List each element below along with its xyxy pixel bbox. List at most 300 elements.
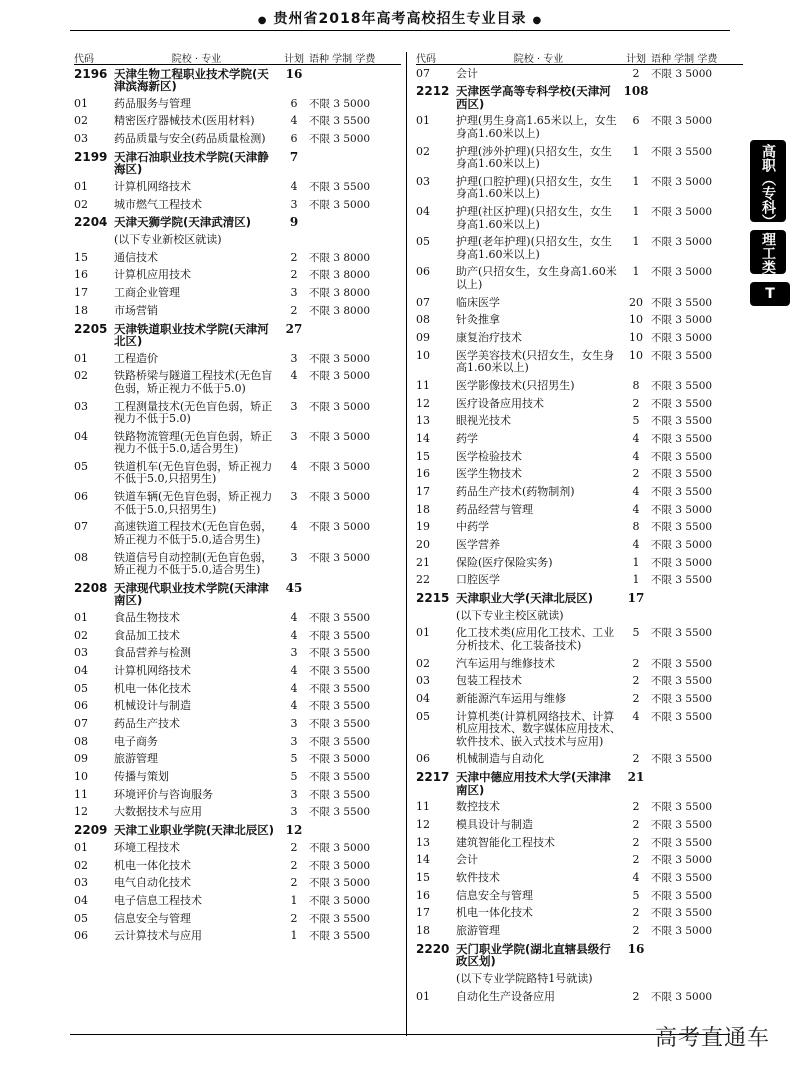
cell-plan: 8: [632, 378, 640, 392]
cell-plan: 45: [285, 580, 303, 595]
cell-plan: 2: [632, 752, 640, 766]
side-tab-category: 理工类: [750, 230, 786, 274]
cell-plan: 2: [290, 876, 298, 890]
cell-name: 电子信息工程技术: [114, 893, 202, 907]
cell-plan: 5: [632, 626, 640, 640]
school-row: [416, 940, 743, 970]
cell-name: 计算机类(计算机网络技术、计算机应用技术、数字媒体应用技术、软件技术、嵌入式技术与应用): [456, 709, 621, 748]
cell-name: 数控技术: [456, 800, 500, 814]
right-column: [416, 50, 743, 1006]
cell-code: 19: [416, 520, 430, 534]
major-row: [74, 839, 401, 857]
major-row: [416, 834, 743, 852]
cell-meta: [309, 216, 401, 229]
school-row: [74, 214, 401, 232]
cell-meta: 不限 3 5500: [651, 710, 713, 723]
cell-plan: 2: [290, 250, 298, 264]
cell-name: 化工技术类(应用化工技术、工业分析技术、化工装备技术): [456, 626, 615, 652]
cell-meta: 不限 3 5000: [651, 236, 713, 249]
cell-name: 城市燃气工程技术: [114, 197, 202, 211]
major-row: [416, 395, 743, 413]
cell-plan: 8: [632, 520, 640, 534]
school-row: [416, 83, 743, 113]
cell-name: 工程测量技术(无色盲色弱，矫正视力不低于5.0): [114, 399, 273, 426]
cell-meta: 不限 3 8000: [309, 287, 371, 300]
major-row: [74, 733, 401, 751]
cell-meta: 不限 3 5000: [309, 894, 371, 907]
cell-name: 新能源汽车运用与维修: [456, 692, 566, 706]
cell-code: 2217: [416, 770, 450, 785]
cell-name: 食品生物技术: [114, 610, 180, 624]
major-row: [74, 928, 401, 946]
major-row: [416, 377, 743, 395]
cell-name: 工程造价: [114, 351, 158, 365]
cell-plan: 3: [290, 399, 298, 413]
cell-meta: 不限 3 5500: [309, 718, 371, 731]
cell-code: [74, 234, 114, 247]
cell-meta: [309, 68, 401, 93]
major-row: [74, 609, 401, 627]
cell-plan: 4: [290, 459, 298, 473]
cell-meta: 不限 3 8000: [309, 304, 371, 317]
cell-code: 07: [74, 520, 88, 534]
header-meta: 语种 学制 学费: [309, 53, 376, 65]
major-row: [74, 627, 401, 645]
cell-name: 护理(涉外护理)(只招女生，女生身高1.60米以上): [456, 144, 612, 171]
cell-plan: 1: [632, 144, 640, 158]
cell-plan: [621, 973, 651, 986]
cell-meta: 不限 3 5500: [651, 468, 713, 481]
cell-name: 机电一体化技术: [114, 858, 191, 872]
cell-name: 药品质量与安全(药品质量检测): [114, 132, 266, 146]
cell-code: 12: [416, 396, 430, 410]
cell-code: 2208: [74, 580, 108, 595]
cell-code: 07: [74, 717, 88, 731]
cell-plan: 3: [290, 646, 298, 660]
cell-plan: 2: [290, 840, 298, 854]
major-row: [416, 690, 743, 708]
cell-plan: 3: [290, 787, 298, 801]
cell-name: 医学营养: [456, 538, 500, 552]
cell-code: 02: [74, 197, 88, 211]
cell-code: 20: [416, 538, 430, 552]
major-row: [74, 804, 401, 822]
cell-name: 天津职业大学(天津北辰区): [456, 591, 594, 606]
cell-plan: 4: [632, 709, 640, 723]
cell-plan: 4: [632, 538, 640, 552]
major-row: [416, 572, 743, 590]
cell-plan: 6: [632, 114, 640, 128]
cell-meta: 不限 3 5500: [651, 485, 713, 498]
school-row: [74, 148, 401, 178]
cell-code: 04: [74, 429, 88, 443]
cell-name: 机械制造与自动化: [456, 752, 544, 766]
cell-meta: 不限 3 5500: [651, 145, 713, 158]
cell-plan: 2: [632, 674, 640, 688]
cell-name: 精密医疗器械技术(医用材料): [114, 114, 255, 128]
header-name: 院校 · 专业: [171, 53, 222, 65]
major-row: [416, 519, 743, 537]
cell-name: 药品服务与管理: [114, 96, 191, 110]
cell-meta: [651, 85, 743, 110]
cell-code: 2215: [416, 591, 450, 606]
cell-name: 铁道信号自动控制(无色盲色弱，矫正视力不低于5.0,适合男生): [114, 550, 273, 577]
major-row: [74, 95, 401, 113]
header-code: 代码: [74, 53, 94, 65]
cell-meta: 不限 3 5500: [651, 657, 713, 670]
cell-code: 02: [74, 628, 88, 642]
cell-code: 18: [416, 924, 430, 938]
major-row: [74, 302, 401, 320]
cell-plan: 3: [290, 286, 298, 300]
cell-name: 信息安全与管理: [456, 888, 533, 902]
cell-meta: [651, 592, 743, 605]
cell-meta: 不限 3 5500: [651, 907, 713, 920]
right-rows: [416, 65, 743, 1006]
cell-name: 眼视光技术: [456, 414, 511, 428]
column-divider: [406, 52, 407, 1036]
cell-meta: [651, 610, 743, 623]
major-row: [416, 751, 743, 769]
cell-name: 铁路桥梁与隧道工程技术(无色盲色弱，矫正视力不低于5.0): [114, 369, 273, 395]
cell-name: 铁道车辆(无色盲色弱，矫正视力不低于5.0,只招男生): [114, 490, 273, 516]
cell-plan: 5: [290, 770, 298, 784]
cell-plan: 5: [632, 888, 640, 902]
cell-meta: 不限 3 5000: [309, 370, 371, 383]
major-row: [74, 662, 401, 680]
cell-code: 11: [74, 787, 88, 801]
cell-plan: 2: [632, 467, 640, 481]
cell-name: 天津工业职业学院(天津北辰区): [114, 823, 275, 838]
cell-meta: 不限 3 5000: [651, 503, 713, 516]
header-name: 院校 · 专业: [513, 53, 564, 65]
school-row: [416, 769, 743, 799]
cell-name: 计算机网络技术: [114, 180, 191, 194]
cell-name: 药学: [456, 431, 478, 445]
cell-code: 01: [74, 610, 88, 624]
cell-code: 2209: [74, 823, 108, 838]
major-row: [74, 519, 401, 549]
cell-code: 06: [416, 752, 430, 766]
cell-code: 05: [74, 681, 88, 695]
cell-plan: 1: [632, 555, 640, 569]
cell-name: 铁道机车(无色盲色弱，矫正视力不低于5.0,只招男生): [114, 459, 273, 486]
cell-code: 07: [416, 295, 430, 309]
cell-name: 天门职业学院(湖北直辖县级行政区划): [456, 941, 611, 969]
header-title: 贵州省2018年高考高校招生专业目录: [273, 11, 527, 27]
major-row: [74, 368, 401, 398]
cell-plan: 4: [290, 610, 298, 624]
cell-meta: 不限 3 5500: [309, 115, 371, 128]
left-rows: [74, 65, 401, 945]
cell-code: 01: [74, 180, 88, 194]
cell-meta: [651, 943, 743, 968]
cell-code: 09: [416, 330, 430, 344]
major-row: [74, 892, 401, 910]
side-tab-letter: T: [750, 282, 790, 306]
school-row: [74, 65, 401, 95]
bullet-icon: ●: [532, 15, 543, 26]
cell-name: 大数据技术与应用: [114, 805, 202, 819]
cell-code: 16: [74, 268, 88, 282]
page-header: [0, 8, 800, 28]
cell-meta: 不限 3 5000: [651, 539, 713, 552]
cell-plan: 27: [285, 321, 303, 336]
cell-meta: 不限 3 5500: [651, 432, 713, 445]
cell-meta: 不限 3 5500: [309, 735, 371, 748]
cell-meta: 不限 3 5000: [309, 859, 371, 872]
column-header: [416, 50, 743, 65]
cell-code: 03: [74, 876, 88, 890]
cell-plan: 4: [632, 484, 640, 498]
side-tabs: [750, 140, 790, 306]
cell-plan: 3: [290, 805, 298, 819]
cell-meta: 不限 3 5000: [309, 521, 371, 534]
cell-meta: [309, 234, 401, 247]
cell-meta: 不限 3 5000: [651, 854, 713, 867]
cell-name: 自动化生产设备应用: [456, 989, 555, 1003]
cell-plan: 2: [632, 835, 640, 849]
cell-name: 医学美容技术(只招女生，女生身高1.60米以上): [456, 348, 615, 375]
cell-code: 10: [74, 770, 88, 784]
cell-plan: 2: [632, 692, 640, 706]
cell-plan: [621, 610, 651, 623]
school-row: [74, 320, 401, 350]
cell-plan: 3: [290, 197, 298, 211]
cell-name: 传播与策划: [114, 770, 169, 784]
major-row: [74, 350, 401, 368]
cell-plan: [279, 234, 309, 247]
cell-meta: 不限 3 5000: [651, 206, 713, 219]
cell-plan: 5: [290, 752, 298, 766]
cell-plan: 16: [285, 66, 303, 81]
major-row: [74, 549, 401, 579]
cell-code: 04: [416, 692, 430, 706]
cell-code: 02: [74, 858, 88, 872]
cell-code: 06: [74, 490, 88, 504]
cell-code: 18: [74, 303, 88, 317]
cell-plan: 21: [627, 770, 645, 785]
cell-plan: 6: [290, 132, 298, 146]
cell-code: 06: [74, 929, 88, 943]
cell-meta: 不限 3 8000: [309, 269, 371, 282]
cell-meta: 不限 3 5500: [309, 806, 371, 819]
cell-code: 09: [74, 752, 88, 766]
cell-plan: 4: [290, 520, 298, 534]
major-row: [74, 285, 401, 303]
cell-meta: 不限 3 5500: [651, 521, 713, 534]
cell-code: 05: [74, 911, 88, 925]
cell-meta: 不限 3 5500: [309, 912, 371, 925]
cell-meta: 不限 3 8000: [309, 251, 371, 264]
cell-plan: 4: [290, 369, 298, 383]
cell-plan: 12: [285, 823, 303, 838]
cell-name: 助产(只招女生，女生身高1.60米以上): [456, 265, 617, 291]
cell-name: 食品营养与检测: [114, 646, 191, 660]
cell-plan: 5: [632, 414, 640, 428]
major-row: [416, 483, 743, 501]
cell-meta: 不限 3 5500: [651, 415, 713, 428]
cell-code: 03: [416, 674, 430, 688]
cell-plan: 1: [632, 573, 640, 587]
major-row: [74, 489, 401, 519]
cell-meta: [309, 323, 401, 348]
header-code: 代码: [416, 53, 436, 65]
cell-name: 建筑智能化工程技术: [456, 835, 555, 849]
cell-name: 旅游管理: [114, 752, 158, 766]
cell-name: 针灸推拿: [456, 313, 500, 327]
cell-name: 旅游管理: [456, 924, 500, 938]
cell-plan: 3: [290, 429, 298, 443]
major-row: [74, 178, 401, 196]
cell-code: 04: [74, 663, 88, 677]
cell-meta: 不限 3 5000: [309, 877, 371, 890]
cell-name: 天津医学高等专科学校(天津河西区): [456, 84, 611, 111]
cell-plan: 108: [623, 84, 649, 99]
cell-meta: 不限 3 5000: [651, 314, 713, 327]
major-row: [416, 869, 743, 887]
major-row: [74, 857, 401, 875]
cell-plan: 4: [290, 628, 298, 642]
major-row: [74, 645, 401, 663]
major-row: [416, 887, 743, 905]
cell-code: 07: [416, 66, 430, 80]
cell-code: 14: [416, 853, 430, 867]
major-row: [74, 249, 401, 267]
school-row: [416, 590, 743, 608]
cell-meta: 不限 3 5500: [309, 647, 371, 660]
cell-meta: [651, 973, 743, 986]
cell-plan: 4: [290, 180, 298, 194]
cell-code: 17: [416, 906, 430, 920]
cell-meta: 不限 3 5000: [651, 556, 713, 569]
cell-code: 22: [416, 573, 430, 587]
cell-name: 云计算技术与应用: [114, 929, 202, 943]
cell-meta: 不限 3 5000: [309, 133, 371, 146]
cell-code: 2196: [74, 66, 108, 81]
cell-name: 模具设计与制造: [456, 817, 533, 831]
major-row: [74, 751, 401, 769]
cell-plan: 4: [290, 681, 298, 695]
cell-plan: 9: [289, 215, 299, 230]
school-row: [74, 579, 401, 609]
cell-meta: 不限 3 5500: [309, 700, 371, 713]
cell-plan: 3: [290, 717, 298, 731]
major-row: [416, 203, 743, 233]
cell-code: [416, 973, 456, 986]
cell-code: 01: [74, 351, 88, 365]
cell-name: 市场营销: [114, 303, 158, 317]
cell-plan: 1: [632, 205, 640, 219]
cell-name: 信息安全与管理: [114, 911, 191, 925]
cell-plan: 2: [632, 396, 640, 410]
header-meta: 语种 学制 学费: [651, 53, 718, 65]
cell-meta: 不限 3 5500: [651, 693, 713, 706]
cell-meta: 不限 3 5000: [651, 115, 713, 128]
major-row: [74, 398, 401, 428]
cell-meta: 不限 3 5000: [309, 753, 371, 766]
cell-code: 01: [416, 989, 430, 1003]
major-row: [416, 294, 743, 312]
major-row: [74, 698, 401, 716]
cell-code: 08: [74, 550, 88, 564]
cell-code: 03: [74, 132, 88, 146]
cell-code: 13: [416, 835, 430, 849]
cell-name: 天津石油职业技术学院(天津静海区): [114, 149, 269, 177]
bullet-icon: ●: [257, 15, 268, 26]
major-row: [416, 988, 743, 1006]
cell-name: 药品经营与管理: [456, 502, 533, 516]
cell-meta: 不限 3 5000: [651, 990, 713, 1003]
cell-code: 15: [74, 250, 88, 264]
cell-name: 工商企业管理: [114, 286, 180, 300]
cell-code: 03: [416, 174, 430, 188]
cell-plan: 2: [632, 66, 640, 80]
cell-meta: 不限 3 5500: [309, 181, 371, 194]
cell-code: 11: [416, 800, 430, 814]
cell-code: 06: [74, 699, 88, 713]
major-row: [74, 786, 401, 804]
major-row: [74, 715, 401, 733]
cell-meta: 不限 3 5000: [651, 266, 713, 279]
major-row: [416, 466, 743, 484]
watermark: 高考直通车: [654, 1026, 770, 1051]
major-row: [74, 267, 401, 285]
cell-name: 天津铁道职业技术学院(天津河北区): [114, 321, 269, 349]
cell-name: 汽车运用与维修技术: [456, 656, 555, 670]
school-row: [74, 822, 401, 840]
major-row: [74, 428, 401, 458]
cell-meta: 不限 3 5500: [309, 611, 371, 624]
cell-plan: 6: [290, 96, 298, 110]
footer-rule: [70, 1034, 730, 1035]
major-row: [416, 799, 743, 817]
cell-plan: 2: [632, 989, 640, 1003]
cell-meta: 不限 3 5500: [309, 930, 371, 943]
cell-plan: 2: [632, 924, 640, 938]
cell-name: 环境评价与咨询服务: [114, 787, 213, 801]
header-plan: 计划: [626, 53, 646, 65]
major-row: [416, 625, 743, 655]
major-row: [74, 875, 401, 893]
cell-code: 03: [74, 399, 88, 413]
major-row: [416, 143, 743, 173]
major-row: [74, 769, 401, 787]
major-row: [74, 196, 401, 214]
cell-code: 17: [74, 286, 88, 300]
cell-plan: 4: [290, 663, 298, 677]
cell-name: 临床医学: [456, 295, 500, 309]
cell-meta: 不限 3 5500: [651, 574, 713, 587]
cell-name: 铁路物流管理(无色盲色弱，矫正视力不低于5.0,适合男生): [114, 429, 273, 456]
cell-name: 软件技术: [456, 871, 500, 885]
cell-code: 2205: [74, 321, 108, 336]
cell-code: 01: [416, 114, 430, 128]
major-row: [74, 131, 401, 149]
header-rule: [70, 30, 730, 31]
major-row: [74, 113, 401, 131]
cell-code: 08: [416, 313, 430, 327]
cell-name: 天津天狮学院(天津武清区): [114, 215, 252, 230]
cell-code: 2199: [74, 149, 108, 164]
cell-meta: 不限 3 5000: [651, 925, 713, 938]
note-row: [74, 232, 401, 250]
cell-code: 12: [74, 805, 88, 819]
cell-plan: 2: [632, 817, 640, 831]
cell-meta: 不限 3 5000: [651, 175, 713, 188]
cell-name: 通信技术: [114, 250, 158, 264]
cell-name: 护理(老年护理)(只招女生，女生身高1.60米以上): [456, 235, 612, 261]
